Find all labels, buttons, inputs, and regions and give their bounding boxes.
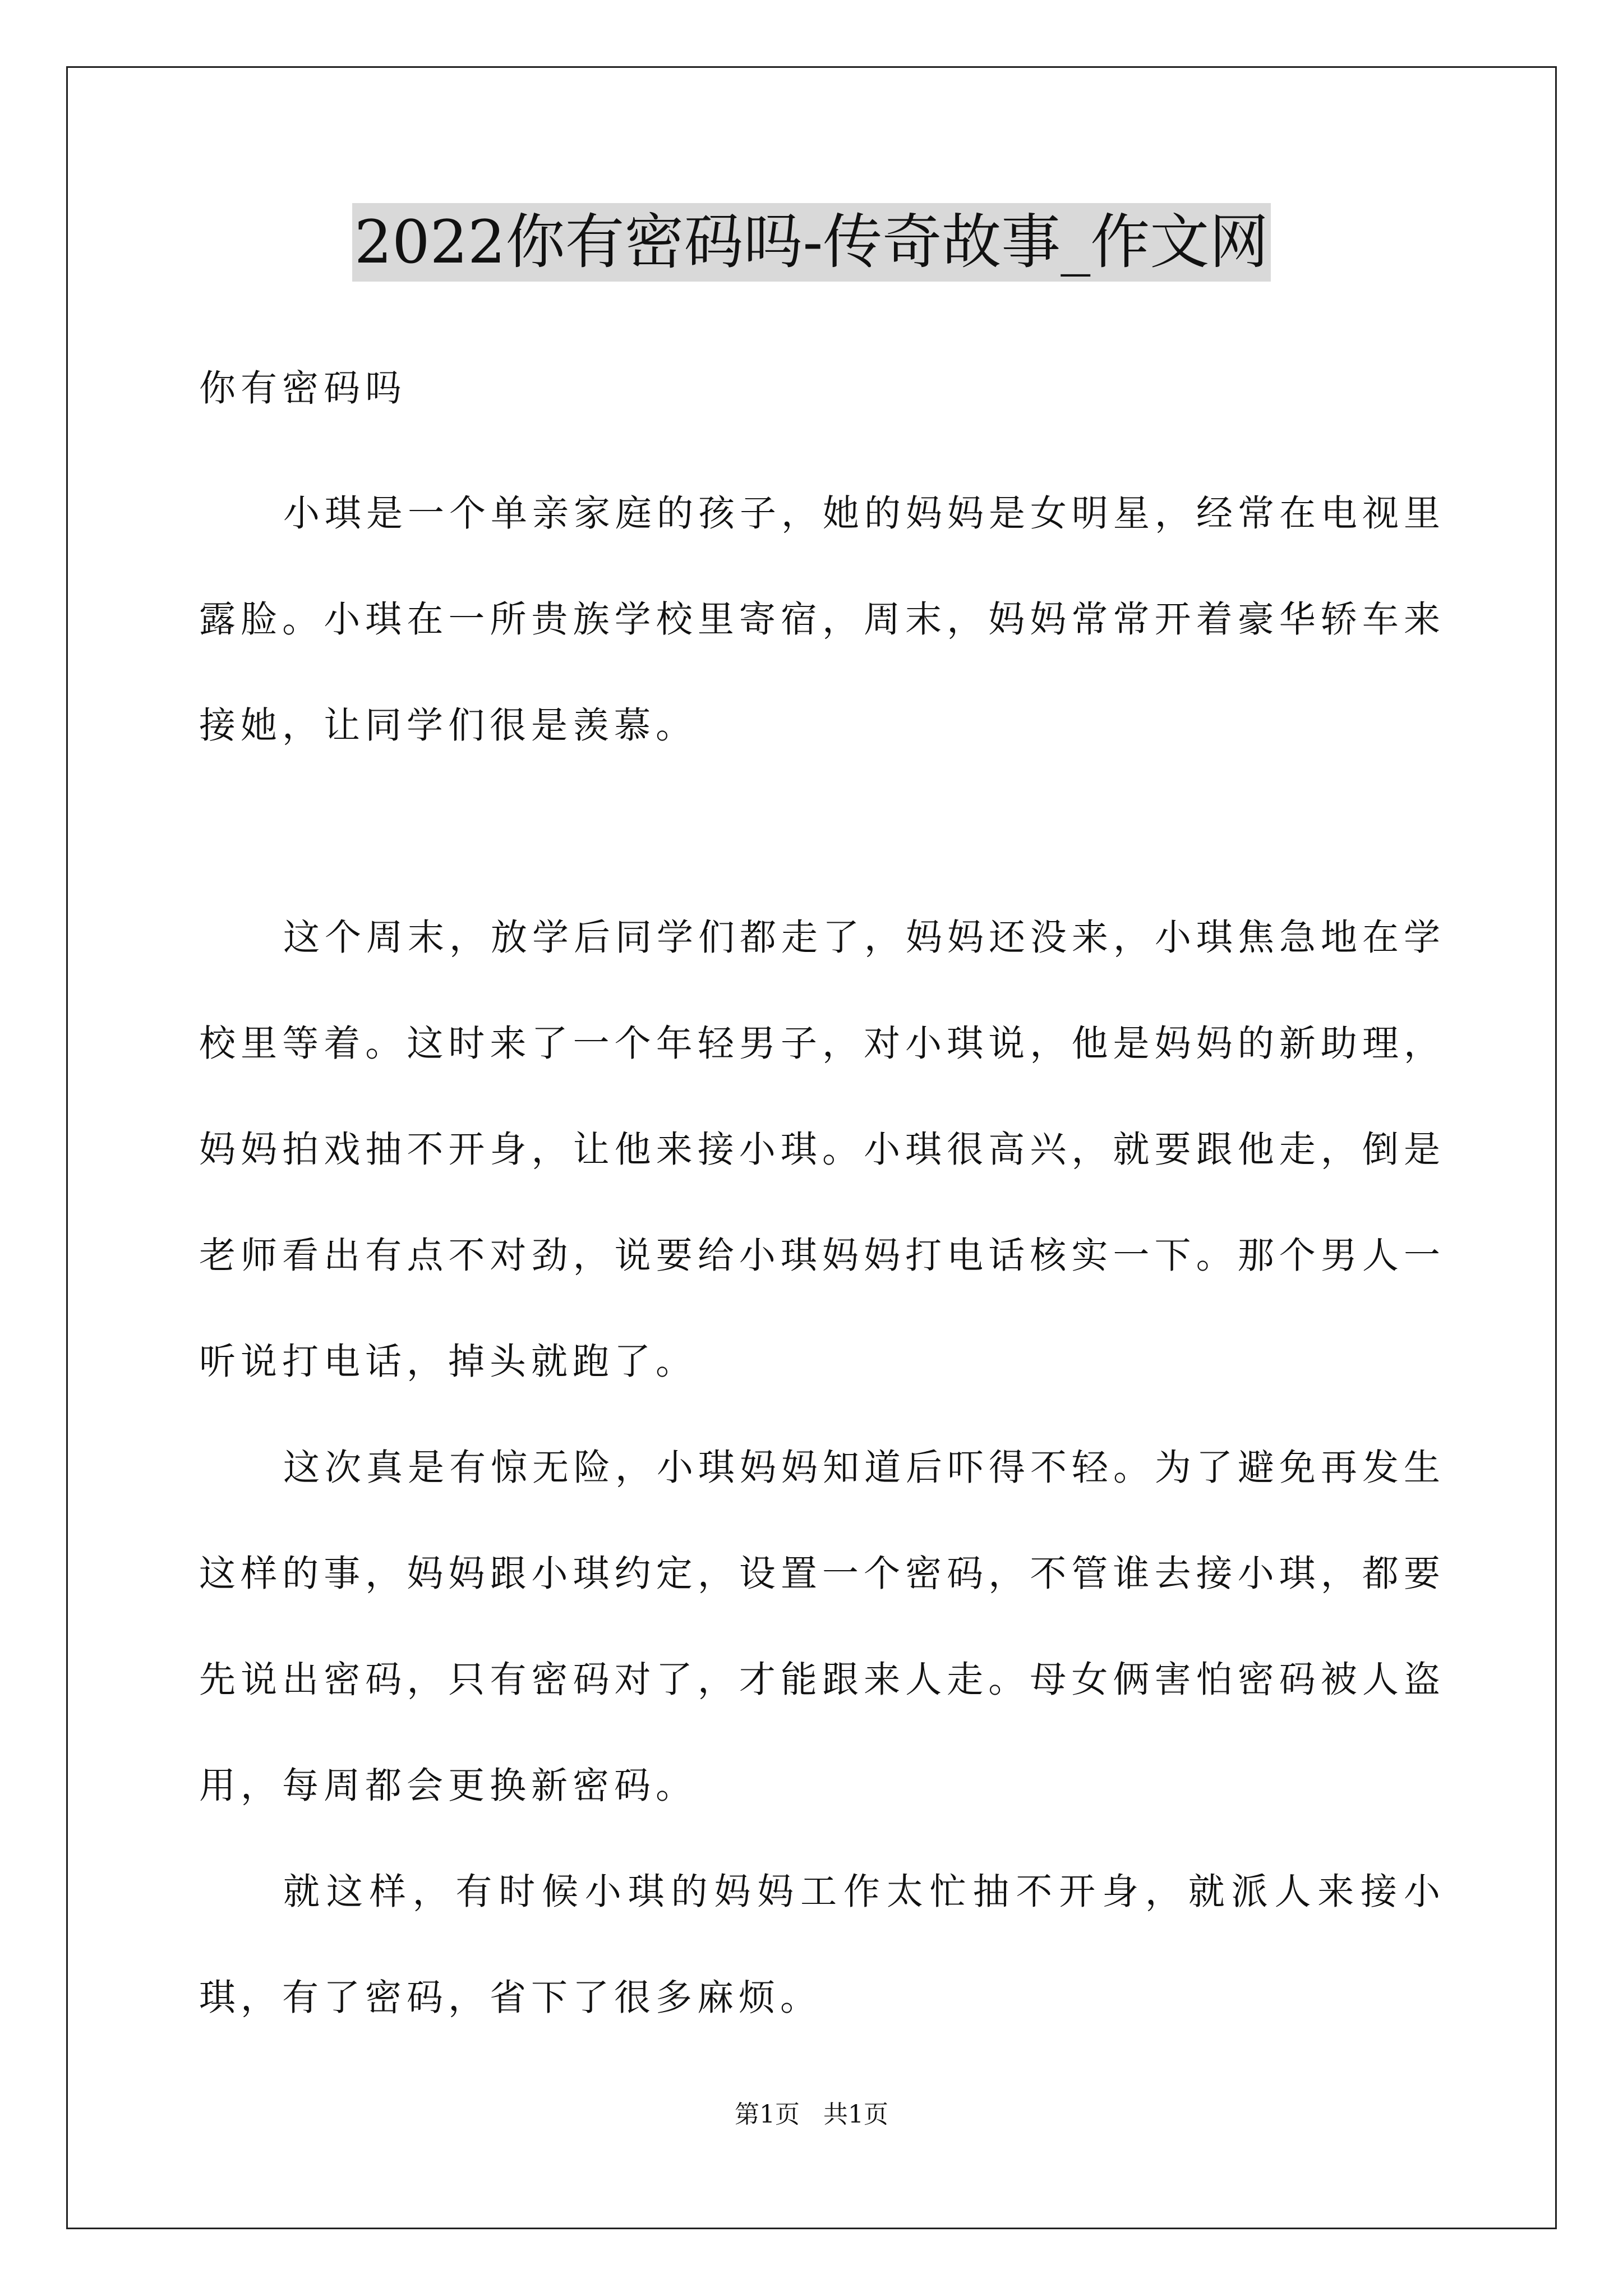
paragraph-4: 就这样，有时候小琪的妈妈工作太忙抽不开身，就派人来接小琪，有了密码，省下了很多麻烦。: [199, 1871, 1445, 2019]
paragraph-1: 小琪是一个单亲家庭的孩子，她的妈妈是女明星，经常在电视里露脸。小琪在一所贵族学校里寄宿，周末，妈妈常常开着豪华轿车来接她，让同学们很是羡慕。: [199, 493, 1446, 747]
page-footer: 第1页 共1页: [735, 2100, 888, 2129]
document-body: [199, 352, 1445, 2051]
paragraph-3: 这次真是有惊无险，小琪妈妈知道后吓得不轻。为了避免再发生这样的事，妈妈跟小琪约定，设置一个密码，不管谁去接小琪，都要先说出密码，只有密码对了，才能跟来人走。母女俩害怕密码被人盗用，每周都会更换新密码。: [199, 1447, 1446, 1807]
paragraph-2: 这个周末，放学后同学们都走了，妈妈还没来，小琪焦急地在学校里等着。这时来了一个年轻男子，对小琪说，他是妈妈的新助理，妈妈拍戏抽不开身，让他来接小琪。小琪很高兴，就要跟他走，倒是老师看出有点不对劲，说要给小琪妈妈打电话核实一下。那个男人一听说打电话，掉头就跑了。: [199, 917, 1446, 1383]
title-container: [0, 203, 1623, 282]
document-subtitle: 你有密码吗: [199, 367, 407, 409]
document-title: 2022你有密码吗-传奇故事_作文网: [352, 203, 1271, 282]
paragraph-spacer: [199, 779, 1445, 885]
